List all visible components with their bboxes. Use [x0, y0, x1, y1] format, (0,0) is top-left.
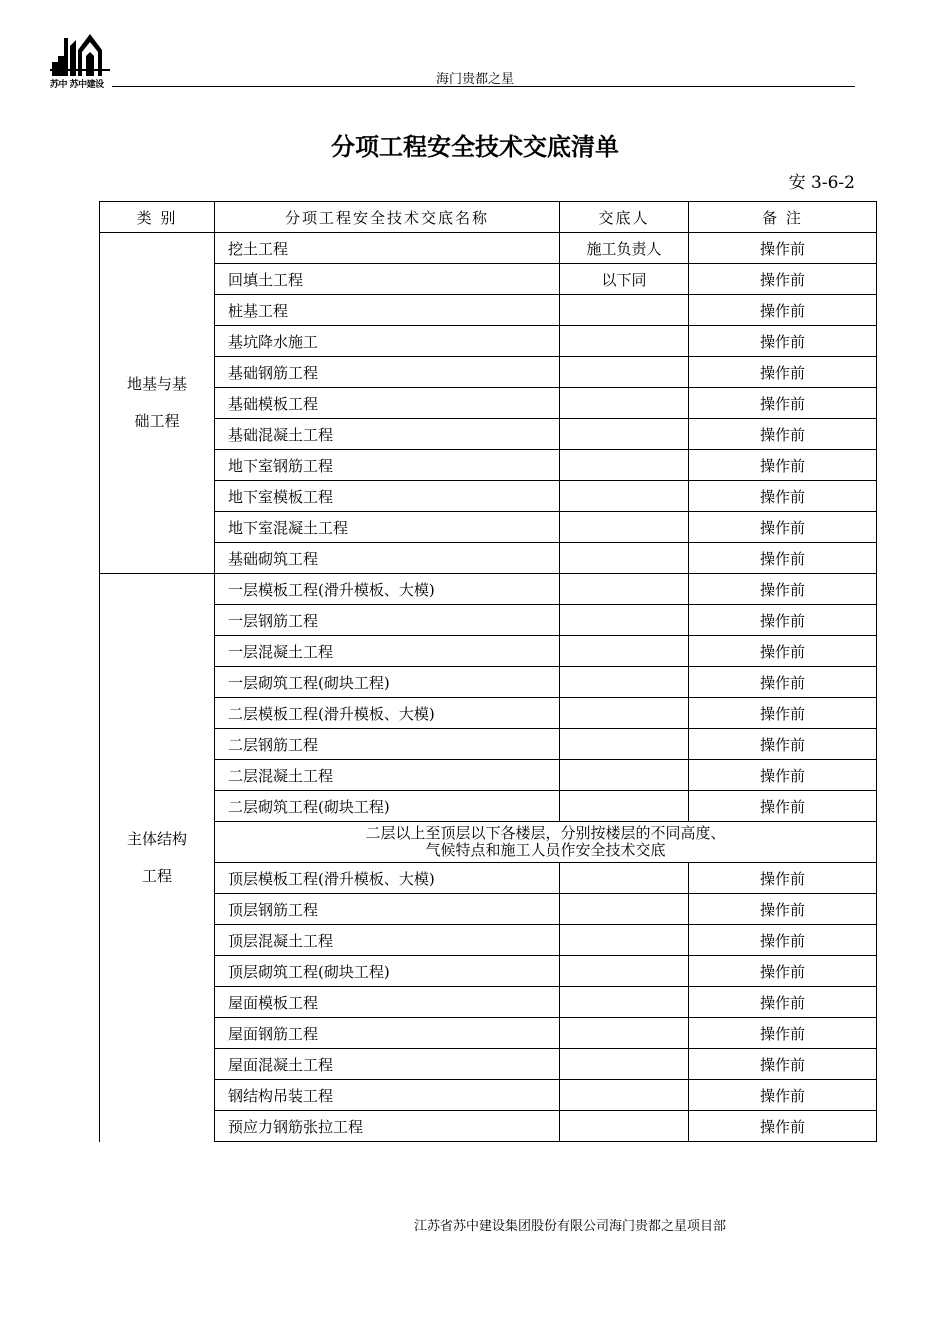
person-cell	[560, 956, 689, 987]
remark-cell: 操作前	[689, 863, 877, 894]
item-name-cell: 一层钢筋工程	[215, 605, 560, 636]
item-name-cell: 基坑降水施工	[215, 326, 560, 357]
table-row	[100, 956, 877, 987]
person-cell	[560, 326, 689, 357]
item-name-cell: 二层砌筑工程(砌块工程)	[215, 791, 560, 822]
item-name-cell: 一层模板工程(滑升模板、大模)	[215, 574, 560, 605]
person-cell	[560, 1049, 689, 1080]
person-cell: 以下同	[560, 264, 689, 295]
table-row	[100, 481, 877, 512]
footer-company: 江苏省苏中建设集团股份有限公司海门贵都之星项目部	[414, 1219, 727, 1234]
table-row	[100, 357, 877, 388]
remark-cell: 操作前	[689, 233, 877, 264]
table-row	[100, 574, 877, 605]
person-cell	[560, 791, 689, 822]
remark-cell: 操作前	[689, 729, 877, 760]
header-divider	[112, 86, 855, 87]
person-cell	[560, 388, 689, 419]
person-cell	[560, 636, 689, 667]
person-cell	[560, 512, 689, 543]
table-row-note	[100, 822, 877, 863]
person-cell	[560, 1111, 689, 1142]
table-row	[100, 264, 877, 295]
person-cell	[560, 698, 689, 729]
remark-cell: 操作前	[689, 388, 877, 419]
person-cell	[560, 295, 689, 326]
remark-cell: 操作前	[689, 512, 877, 543]
item-name-cell: 顶层模板工程(滑升模板、大模)	[215, 863, 560, 894]
person-cell	[560, 667, 689, 698]
table-row	[100, 636, 877, 667]
table-row	[100, 791, 877, 822]
person-cell	[560, 729, 689, 760]
person-cell: 施工负责人	[560, 233, 689, 264]
table-row	[100, 667, 877, 698]
table-row	[100, 512, 877, 543]
column-header-remark: 备 注	[689, 202, 877, 233]
floor-note-line: 气候特点和施工人员作安全技术交底	[425, 841, 666, 859]
person-cell	[560, 863, 689, 894]
remark-cell: 操作前	[689, 295, 877, 326]
person-cell	[560, 481, 689, 512]
table-body	[100, 233, 877, 1142]
remark-cell: 操作前	[689, 605, 877, 636]
item-name-cell: 预应力钢筋张拉工程	[215, 1111, 560, 1142]
remark-cell: 操作前	[689, 264, 877, 295]
column-header-category: 类 别	[100, 202, 215, 233]
floor-note-line: 二层以上至顶层以下各楼层，分别按楼层的不同高度、	[365, 824, 726, 842]
remark-cell: 操作前	[689, 419, 877, 450]
table-row	[100, 233, 877, 264]
table-row	[100, 605, 877, 636]
table-row	[100, 543, 877, 574]
table-row	[100, 698, 877, 729]
item-name-cell: 顶层砌筑工程(砌块工程)	[215, 956, 560, 987]
category-cell	[100, 233, 215, 574]
person-cell	[560, 543, 689, 574]
remark-cell: 操作前	[689, 1080, 877, 1111]
remark-cell: 操作前	[689, 326, 877, 357]
item-name-cell: 屋面混凝土工程	[215, 1049, 560, 1080]
remark-cell: 操作前	[689, 956, 877, 987]
category-label-line: 主体结构	[126, 829, 187, 848]
person-cell	[560, 574, 689, 605]
table-row	[100, 987, 877, 1018]
item-name-cell: 屋面模板工程	[215, 987, 560, 1018]
remark-cell: 操作前	[689, 357, 877, 388]
floor-note-cell	[215, 822, 877, 863]
category-cell	[100, 574, 215, 1142]
remark-cell: 操作前	[689, 450, 877, 481]
table-row	[100, 1018, 877, 1049]
person-cell	[560, 1080, 689, 1111]
person-cell	[560, 925, 689, 956]
document-title: 分项工程安全技术交底清单	[331, 133, 619, 161]
remark-cell: 操作前	[689, 760, 877, 791]
table-row	[100, 925, 877, 956]
item-name-cell: 桩基工程	[215, 295, 560, 326]
person-cell	[560, 605, 689, 636]
remark-cell: 操作前	[689, 636, 877, 667]
item-name-cell: 一层砌筑工程(砌块工程)	[215, 667, 560, 698]
table-row	[100, 729, 877, 760]
column-header-person: 交底人	[560, 202, 689, 233]
person-cell	[560, 1018, 689, 1049]
table-row	[100, 450, 877, 481]
person-cell	[560, 894, 689, 925]
remark-cell: 操作前	[689, 574, 877, 605]
table-row	[100, 894, 877, 925]
header-project-name: 海门贵都之星	[435, 72, 514, 87]
item-name-cell: 钢结构吊装工程	[215, 1080, 560, 1111]
remark-cell: 操作前	[689, 791, 877, 822]
remark-cell: 操作前	[689, 1018, 877, 1049]
remark-cell: 操作前	[689, 481, 877, 512]
table-row	[100, 1080, 877, 1111]
item-name-cell: 顶层混凝土工程	[215, 925, 560, 956]
category-label-line: 工程	[141, 866, 172, 885]
table-header-row	[100, 202, 877, 233]
item-name-cell: 二层钢筋工程	[215, 729, 560, 760]
item-name-cell: 基础混凝土工程	[215, 419, 560, 450]
table-row	[100, 295, 877, 326]
logo-text: 苏中 苏中建设	[50, 80, 104, 90]
item-name-cell: 回填土工程	[215, 264, 560, 295]
item-name-cell: 挖土工程	[215, 233, 560, 264]
remark-cell: 操作前	[689, 667, 877, 698]
person-cell	[560, 450, 689, 481]
remark-cell: 操作前	[689, 1049, 877, 1080]
column-header-item-name: 分项工程安全技术交底名称	[215, 202, 560, 233]
table-row	[100, 1111, 877, 1142]
remark-cell: 操作前	[689, 698, 877, 729]
table-row	[100, 760, 877, 791]
person-cell	[560, 760, 689, 791]
form-code: 安 3-6-2	[788, 173, 855, 193]
item-name-cell: 屋面钢筋工程	[215, 1018, 560, 1049]
category-label-line: 础工程	[134, 412, 180, 430]
item-name-cell: 地下室模板工程	[215, 481, 560, 512]
person-cell	[560, 357, 689, 388]
item-name-cell: 顶层钢筋工程	[215, 894, 560, 925]
remark-cell: 操作前	[689, 925, 877, 956]
item-name-cell: 基础模板工程	[215, 388, 560, 419]
table-row	[100, 419, 877, 450]
remark-cell: 操作前	[689, 1111, 877, 1142]
item-name-cell: 地下室混凝土工程	[215, 512, 560, 543]
disclosure-table	[99, 201, 877, 1142]
item-name-cell: 基础钢筋工程	[215, 357, 560, 388]
item-name-cell: 二层模板工程(滑升模板、大模)	[215, 698, 560, 729]
person-cell	[560, 419, 689, 450]
item-name-cell: 二层混凝土工程	[215, 760, 560, 791]
table-row	[100, 863, 877, 894]
category-label-line: 地基与基	[126, 375, 187, 393]
item-name-cell: 一层混凝土工程	[215, 636, 560, 667]
person-cell	[560, 987, 689, 1018]
remark-cell: 操作前	[689, 987, 877, 1018]
remark-cell: 操作前	[689, 543, 877, 574]
table-row	[100, 326, 877, 357]
item-name-cell: 基础砌筑工程	[215, 543, 560, 574]
table-row	[100, 388, 877, 419]
table-row	[100, 1049, 877, 1080]
remark-cell: 操作前	[689, 894, 877, 925]
item-name-cell: 地下室钢筋工程	[215, 450, 560, 481]
